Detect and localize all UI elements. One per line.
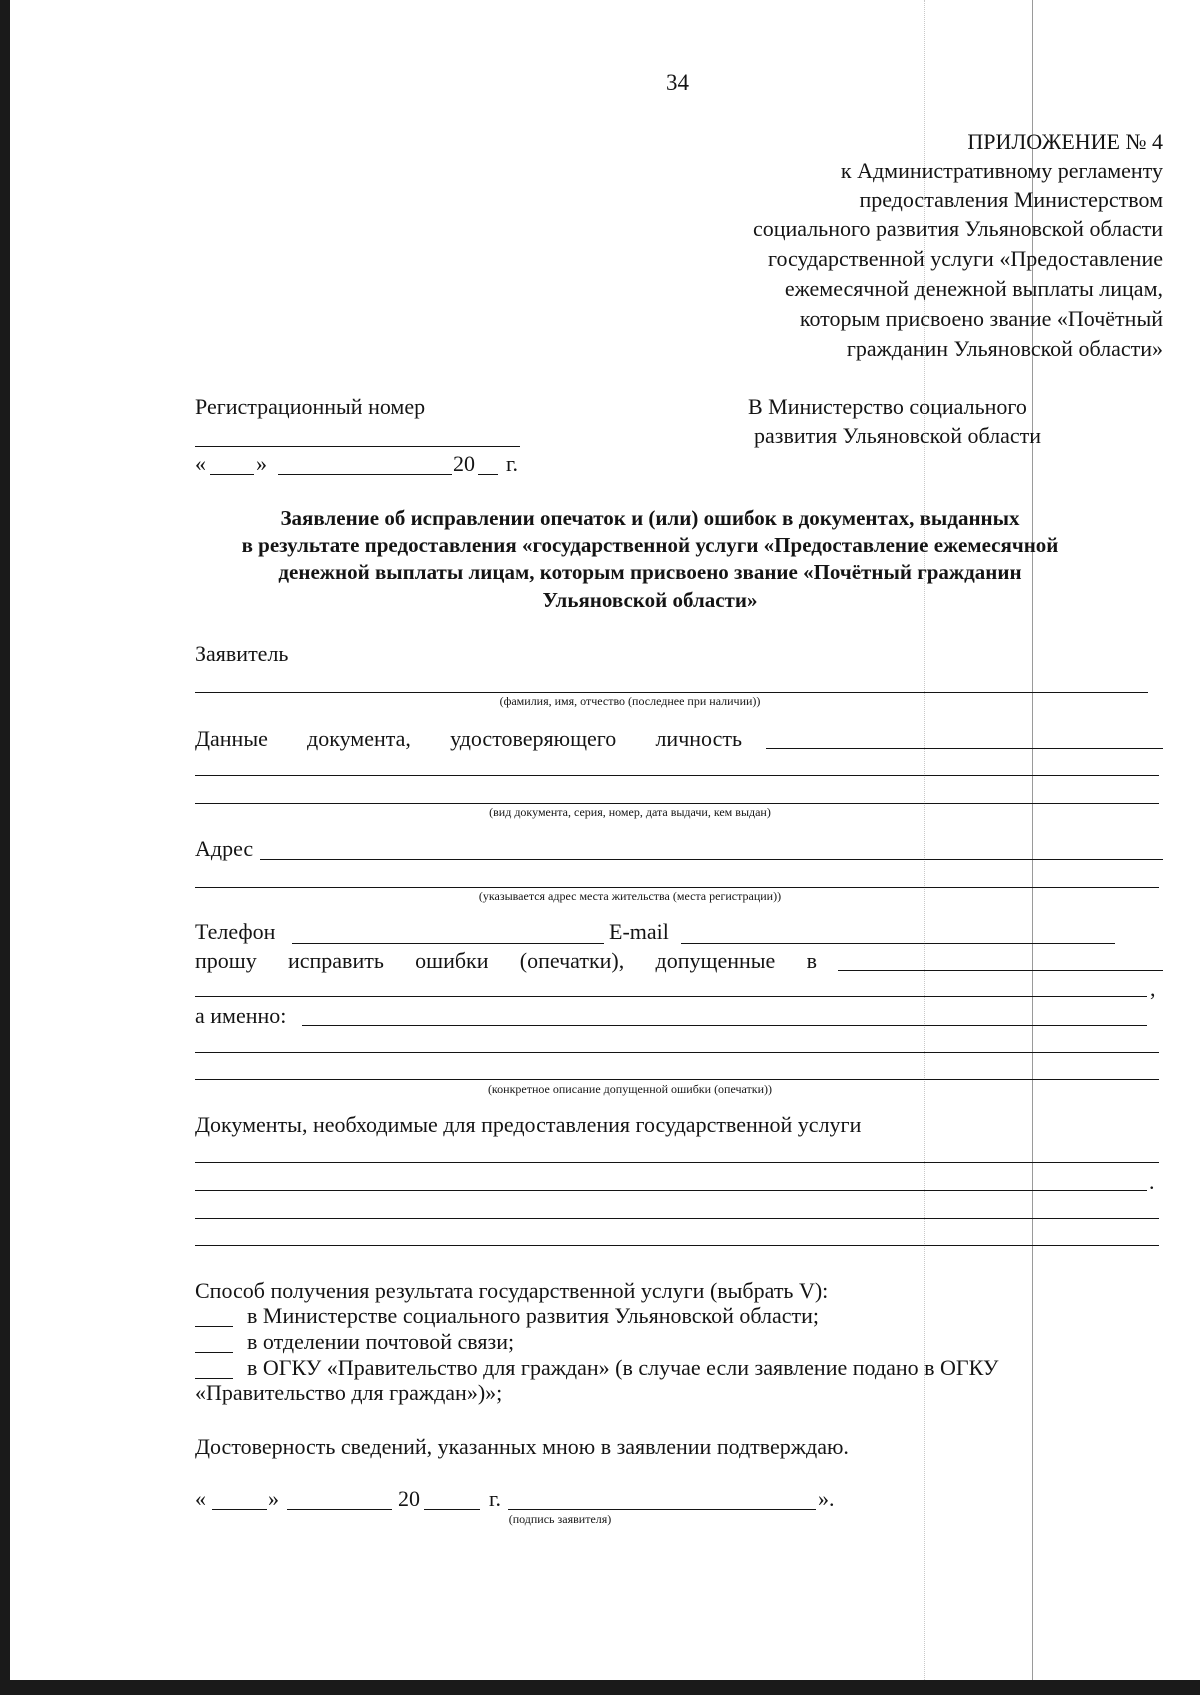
- delivery-option: в ОГКУ «Правительство для граждан» (в случае если заявление подано в ОГКУ: [247, 1355, 999, 1380]
- appendix-line: государственной услуги «Предоставление: [767, 246, 1163, 271]
- error-description-field[interactable]: [195, 1079, 1159, 1080]
- delivery-label: Способ получения результата государственной услуги (выбрать V):: [195, 1278, 829, 1303]
- identity-doc-field[interactable]: [766, 748, 1163, 749]
- confirmation-date-open: «: [195, 1486, 206, 1511]
- delivery-option-continuation: «Правительство для граждан»)»;: [195, 1380, 503, 1405]
- correction-request-label: [195, 948, 817, 974]
- email-label: E-mail: [609, 919, 669, 944]
- appendix-line: к Административному регламенту: [840, 158, 1163, 183]
- label-word: (опечатки),: [519, 948, 625, 973]
- applicant-hint: (фамилия, имя, отчество (последнее при наличии)): [499, 694, 761, 708]
- registration-label: Регистрационный номер: [195, 394, 426, 419]
- delivery-option: в Министерстве социального развития Ульяновской области;: [247, 1303, 819, 1328]
- registration-year-field[interactable]: [478, 474, 498, 475]
- label-word: документа,: [307, 726, 411, 751]
- recipient-line: В Министерство социального: [748, 394, 1027, 419]
- correction-comma: ,: [1150, 976, 1156, 1001]
- address-field[interactable]: [260, 859, 1163, 860]
- documents-field[interactable]: [195, 1162, 1159, 1163]
- label-word: в: [806, 948, 817, 973]
- delivery-option-checkbox[interactable]: [195, 1378, 233, 1379]
- appendix-line: предоставления Министерством: [859, 187, 1163, 212]
- registration-month-field[interactable]: [278, 474, 452, 475]
- appendix-title: ПРИЛОЖЕНИЕ № 4: [967, 129, 1163, 154]
- error-description-hint: (конкретное описание допущенной ошибки (опечатки)): [487, 1082, 773, 1096]
- identity-doc-field[interactable]: [195, 803, 1159, 804]
- appendix-line: которым присвоено звание «Почётный: [799, 306, 1163, 331]
- form-heading-line: денежной выплаты лицам, которым присвоено звание «Почётный гражданин: [278, 560, 1022, 584]
- confirmation-date-close: »: [268, 1486, 279, 1511]
- form-heading-line: Заявление об исправлении опечаток и (или) ошибок в документах, выданных: [280, 506, 1020, 530]
- confirmation-year-suffix: г.: [489, 1486, 502, 1511]
- registration-year-suffix: г.: [506, 451, 519, 476]
- phone-field[interactable]: [292, 943, 604, 944]
- label-word: допущенные: [655, 948, 776, 973]
- documents-field[interactable]: [195, 1245, 1159, 1246]
- phone-label: Телефон: [195, 919, 276, 944]
- confirmation-year-field[interactable]: [424, 1509, 480, 1510]
- confirmation-text: Достоверность сведений, указанных мною в заявлении подтверждаю.: [195, 1434, 849, 1459]
- form-heading-line: Ульяновской области»: [542, 588, 758, 612]
- applicant-label: Заявитель: [195, 641, 289, 666]
- label-word: прошу: [195, 948, 257, 973]
- registration-day-field[interactable]: [210, 474, 254, 475]
- namely-label: а именно:: [195, 1003, 287, 1028]
- appendix-line: гражданин Ульяновской области»: [846, 336, 1163, 361]
- documents-period: .: [1149, 1169, 1155, 1194]
- documents-field[interactable]: [195, 1218, 1159, 1219]
- email-field[interactable]: [681, 943, 1115, 944]
- registration-date-close: »: [256, 451, 267, 476]
- address-label: Адрес: [195, 836, 254, 861]
- form-heading-line: в результате предоставления «государственной услуги «Предоставление ежемесячной: [241, 533, 1059, 557]
- documents-label: Документы, необходимые для предоставления государственной услуги: [195, 1112, 862, 1137]
- confirmation-day-field[interactable]: [212, 1509, 267, 1510]
- registration-date-open: «: [195, 451, 206, 476]
- identity-doc-field[interactable]: [195, 775, 1159, 776]
- registration-year-prefix: 20: [453, 451, 475, 476]
- error-description-field[interactable]: [195, 1052, 1159, 1053]
- correction-document-field[interactable]: [195, 996, 1147, 997]
- signature-hint: (подпись заявителя): [508, 1512, 612, 1526]
- appendix-line: социального развития Ульяновской области: [752, 216, 1163, 241]
- registration-number-field[interactable]: [195, 446, 520, 447]
- recipient-line: развития Ульяновской области: [754, 423, 1042, 448]
- confirmation-month-field[interactable]: [287, 1509, 392, 1510]
- scan-left-edge: [0, 0, 10, 1695]
- documents-field[interactable]: [195, 1190, 1147, 1191]
- identity-doc-hint: (вид документа, серия, номер, дата выдачи, кем выдан): [489, 805, 771, 819]
- confirmation-end: ».: [818, 1486, 835, 1511]
- delivery-option: в отделении почтовой связи;: [247, 1329, 515, 1354]
- identity-doc-label: [195, 726, 742, 752]
- label-word: личность: [655, 726, 742, 751]
- page-number: 34: [666, 70, 689, 95]
- appendix-line: ежемесячной денежной выплаты лицам,: [784, 276, 1163, 301]
- error-description-field[interactable]: [302, 1025, 1147, 1026]
- scan-bottom-edge: [0, 1680, 1200, 1695]
- label-word: Данные: [195, 726, 268, 751]
- label-word: ошибки: [415, 948, 489, 973]
- delivery-option-checkbox[interactable]: [195, 1326, 233, 1327]
- applicant-name-field[interactable]: [195, 692, 1148, 693]
- signature-field[interactable]: [508, 1509, 816, 1510]
- delivery-option-checkbox[interactable]: [195, 1352, 233, 1353]
- confirmation-year-prefix: 20: [398, 1486, 420, 1511]
- correction-document-field[interactable]: [838, 970, 1163, 971]
- label-word: исправить: [287, 948, 384, 973]
- label-word: удостоверяющего: [450, 726, 617, 751]
- address-hint: (указывается адрес места жительства (места регистрации)): [478, 889, 782, 903]
- address-field[interactable]: [195, 887, 1159, 888]
